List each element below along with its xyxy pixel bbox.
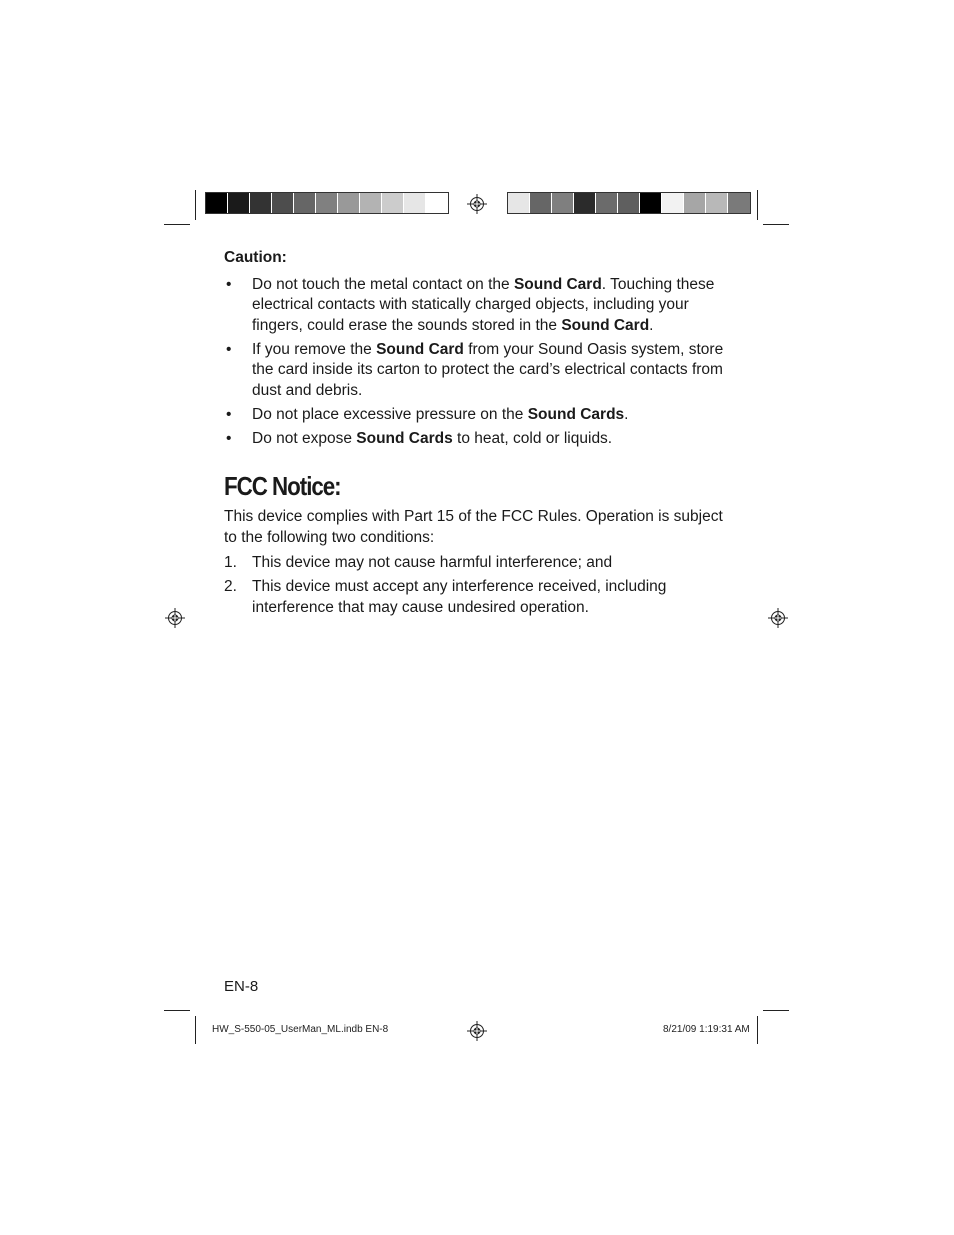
- color-swatch: [706, 193, 728, 213]
- item-text: from your Sound Oasis system, store the card inside its carton to protect the card’s electrical contacts from dust and debris.: [252, 340, 724, 399]
- list-item: [224, 405, 734, 426]
- color-swatch: [640, 193, 662, 213]
- item-text: Do not place excessive pressure on the: [252, 405, 528, 423]
- slug-timestamp: 8/21/09 1:19:31 AM: [663, 1024, 750, 1035]
- color-swatch: [382, 193, 404, 213]
- crop-mark: [164, 1010, 190, 1011]
- registration-mark-icon: [165, 608, 185, 628]
- color-swatch: [574, 193, 596, 213]
- page-number: EN-8: [224, 978, 259, 995]
- bullet: •: [226, 340, 232, 358]
- list-number: 2.: [224, 578, 237, 595]
- list-item: [224, 275, 734, 337]
- list-item: [224, 429, 734, 450]
- registration-mark-icon: [768, 608, 788, 628]
- color-bar-right: [507, 192, 751, 214]
- list-item: [224, 577, 734, 618]
- item-text: This device may not cause harmful interference; and: [252, 554, 613, 571]
- registration-mark-icon: [467, 1021, 487, 1041]
- item-bold-text: Sound Cards: [356, 429, 453, 447]
- item-text: If you remove the: [252, 340, 377, 358]
- fcc-intro: This device complies with Part 15 of the FCC Rules. Operation is subject to the following two conditions:: [224, 508, 723, 546]
- crop-mark: [195, 1016, 196, 1044]
- color-swatch: [272, 193, 294, 213]
- list-number: 1.: [224, 554, 237, 571]
- list-item: [224, 553, 734, 574]
- color-swatch: [338, 193, 360, 213]
- color-swatch: [360, 193, 382, 213]
- item-bold-text: Sound Card: [561, 316, 650, 334]
- slug-file-info: HW_S-550-05_UserMan_ML.indb EN-8: [212, 1024, 389, 1035]
- item-bold-text: Sound Card: [376, 340, 464, 358]
- item-text: Do not touch the metal contact on the: [252, 275, 514, 293]
- crop-mark: [757, 1016, 758, 1044]
- color-swatch: [294, 193, 316, 213]
- color-swatch: [596, 193, 618, 213]
- crop-mark: [763, 1010, 789, 1011]
- item-bold-text: Sound Cards: [527, 405, 625, 423]
- caution-heading: Caution:: [224, 249, 287, 266]
- color-swatch: [250, 193, 272, 213]
- color-swatch: [684, 193, 706, 213]
- item-bold-text: Sound Card: [513, 275, 602, 293]
- item-text: .: [624, 405, 629, 423]
- color-swatch: [228, 193, 250, 213]
- item-text: to heat, cold or liquids.: [452, 429, 613, 447]
- item-text: . Touching these electrical contacts with statically charged objects, including your fingers, could erase the sounds stored in the: [252, 275, 715, 334]
- item-text: This device must accept any interference received, including interference that may cause undesired operation.: [252, 578, 667, 616]
- color-swatch: [426, 193, 448, 213]
- bullet: •: [226, 275, 232, 293]
- fcc-conditions-list: [224, 553, 734, 618]
- item-text: .: [649, 316, 654, 334]
- color-swatch: [662, 193, 684, 213]
- crop-mark: [164, 224, 190, 225]
- color-swatch: [552, 193, 574, 213]
- crop-mark: [195, 190, 196, 220]
- caution-list: [224, 275, 734, 450]
- item-text: Do not expose: [252, 429, 357, 447]
- list-item: [224, 340, 734, 402]
- color-swatch: [316, 193, 338, 213]
- page-content: [224, 248, 734, 622]
- registration-mark-icon: [467, 194, 487, 214]
- crop-mark: [757, 190, 758, 220]
- color-swatch: [508, 193, 530, 213]
- color-swatch: [530, 193, 552, 213]
- color-swatch: [728, 193, 750, 213]
- color-swatch: [618, 193, 640, 213]
- color-bar-left: [205, 192, 449, 214]
- bullet: •: [226, 429, 232, 447]
- bullet: •: [226, 405, 232, 423]
- color-swatch: [404, 193, 426, 213]
- fcc-heading: FCC Notice:: [224, 471, 341, 501]
- color-swatch: [206, 193, 228, 213]
- crop-mark: [763, 224, 789, 225]
